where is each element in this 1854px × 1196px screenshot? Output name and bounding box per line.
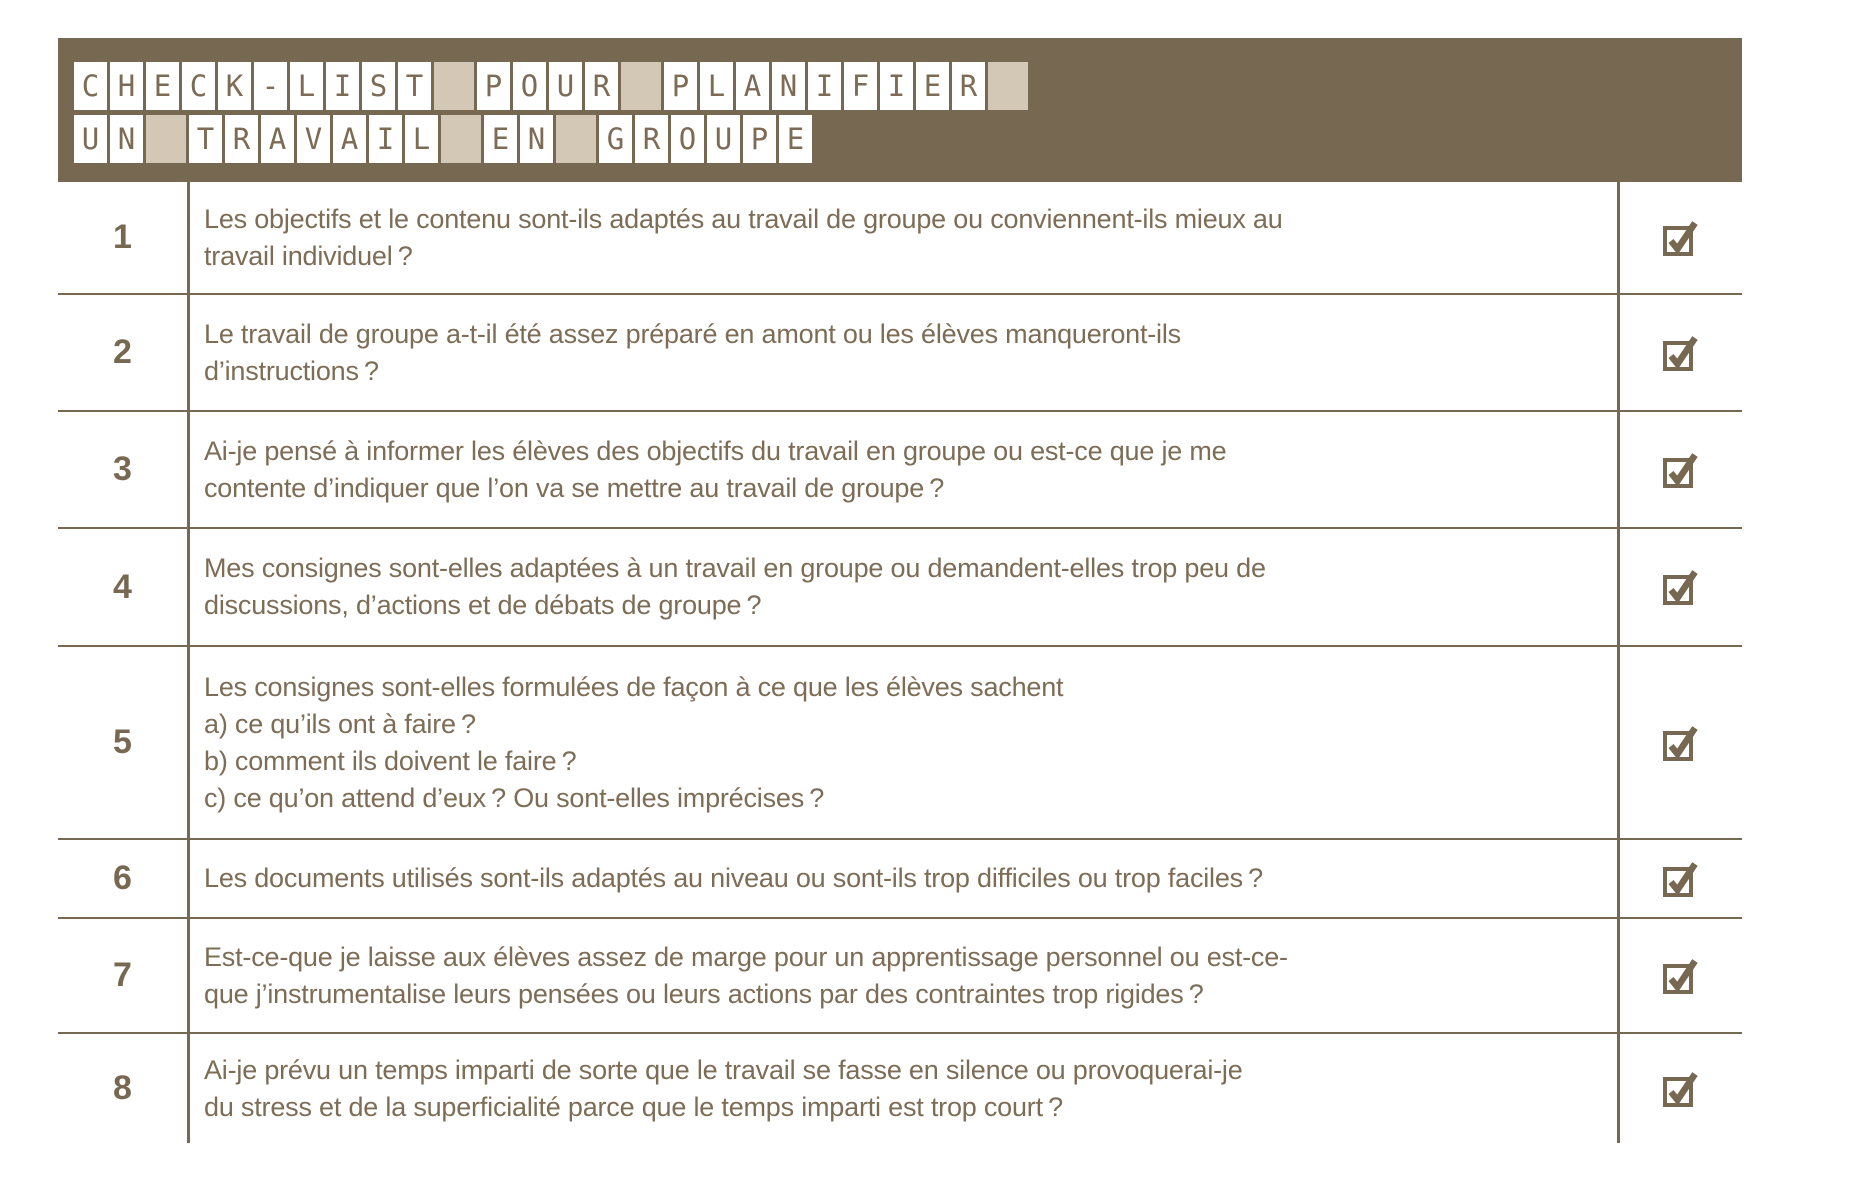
- number-column-divider: [187, 182, 190, 1143]
- letter-tile: L: [700, 62, 733, 110]
- letter-tile: H: [110, 62, 143, 110]
- question-text-line: Les consignes sont-elles formulées de façon à ce que les élèves sachent: [204, 671, 1064, 702]
- space-tile: [146, 115, 186, 163]
- question-text: [187, 1034, 1617, 1143]
- checked-checkbox-icon: [1661, 568, 1699, 606]
- table-row: [58, 1032, 1742, 1143]
- letter-tile: C: [182, 62, 215, 110]
- letter-tile: I: [326, 62, 359, 110]
- letter-tile: K: [218, 62, 251, 110]
- row-number: 8: [113, 1069, 132, 1107]
- letter-tile: F: [844, 62, 877, 110]
- letter-tile: T: [189, 115, 222, 163]
- letter-tile: R: [585, 62, 618, 110]
- row-number: 2: [113, 333, 132, 371]
- question-text: [187, 840, 1617, 917]
- question-text-line: d’instructions ?: [204, 355, 379, 386]
- letter-tile: A: [736, 62, 769, 110]
- question-text: [187, 647, 1617, 838]
- space-tile: [621, 62, 661, 110]
- checked-checkbox-icon: [1661, 451, 1699, 489]
- row-checkbox[interactable]: [1617, 919, 1742, 1032]
- row-checkbox[interactable]: [1617, 529, 1742, 645]
- table-row: [58, 917, 1742, 1032]
- space-tile: [988, 62, 1028, 110]
- letter-tile: A: [261, 115, 294, 163]
- row-checkbox[interactable]: [1617, 647, 1742, 838]
- question-text-line: discussions, d’actions et de débats de groupe ?: [204, 590, 762, 620]
- question-text-line: Le travail de groupe a-t-il été assez préparé en amont ou les élèves manqueront-ils: [204, 318, 1181, 349]
- letter-tile: N: [110, 115, 143, 163]
- title-tile-row: [74, 115, 1742, 163]
- letter-tile: P: [477, 62, 510, 110]
- question-text-line: Ai-je pensé à informer les élèves des objectifs du travail en groupe ou est-ce que je me: [204, 435, 1227, 466]
- letter-tile: L: [290, 62, 323, 110]
- question-text-line: Les objectifs et le contenu sont-ils adaptés au travail de groupe ou conviennent-ils mieux au: [204, 203, 1283, 234]
- question-text: [187, 295, 1617, 410]
- title-band: [58, 38, 1742, 182]
- tile-lines: [74, 62, 1742, 163]
- checked-checkbox-icon: [1661, 957, 1699, 995]
- title-tile-row: [74, 62, 1742, 110]
- table-row: [58, 838, 1742, 917]
- table-row: [58, 293, 1742, 410]
- question-text: [187, 412, 1617, 527]
- question-text-line: contente d’indiquer que l’on va se mettre au travail de groupe ?: [204, 472, 945, 503]
- letter-tile: U: [707, 115, 740, 163]
- checklist-table: [58, 182, 1742, 1143]
- row-number: 1: [113, 218, 132, 256]
- question-text-line: du stress et de la superficialité parce que le temps imparti est trop court ?: [204, 1091, 1063, 1122]
- row-checkbox[interactable]: [1617, 412, 1742, 527]
- question-text: [187, 529, 1617, 645]
- row-number: 7: [113, 956, 132, 994]
- letter-tile: E: [146, 62, 179, 110]
- letter-tile: R: [952, 62, 985, 110]
- letter-tile: E: [779, 115, 812, 163]
- letter-tile: T: [398, 62, 431, 110]
- letter-tile: O: [671, 115, 704, 163]
- question-text-line: Les documents utilisés sont-ils adaptés au niveau ou sont-ils trop difficiles ou trop faciles ?: [204, 863, 1263, 893]
- letter-tile: P: [743, 115, 776, 163]
- letter-tile: L: [405, 115, 438, 163]
- checkbox-column-divider: [1617, 182, 1620, 1143]
- question-text-line: Ai-je prévu un temps imparti de sorte que le travail se fasse en silence ou provoquerai-je: [204, 1054, 1243, 1085]
- letter-tile: G: [599, 115, 632, 163]
- space-tile: [434, 62, 474, 110]
- letter-tile: E: [916, 62, 949, 110]
- table-row: [58, 410, 1742, 527]
- letter-tile: V: [297, 115, 330, 163]
- letter-tile: E: [484, 115, 517, 163]
- space-tile: [556, 115, 596, 163]
- row-checkbox[interactable]: [1617, 1034, 1742, 1143]
- row-checkbox[interactable]: [1617, 295, 1742, 410]
- row-checkbox[interactable]: [1617, 182, 1742, 293]
- question-text-line: b) comment ils doivent le faire ?: [204, 745, 577, 776]
- checked-checkbox-icon: [1661, 334, 1699, 372]
- row-number: 6: [113, 859, 132, 897]
- question-text: [187, 919, 1617, 1032]
- letter-tile: I: [880, 62, 913, 110]
- checked-checkbox-icon: [1661, 860, 1699, 898]
- letter-tile: O: [513, 62, 546, 110]
- row-number: 5: [113, 723, 132, 761]
- letter-tile: R: [635, 115, 668, 163]
- letter-tile: N: [772, 62, 805, 110]
- question-text: [187, 182, 1617, 293]
- checked-checkbox-icon: [1661, 724, 1699, 762]
- question-text-line: travail individuel ?: [204, 240, 413, 271]
- checked-checkbox-icon: [1661, 1070, 1699, 1108]
- letter-tile: I: [369, 115, 402, 163]
- letter-tile: I: [808, 62, 841, 110]
- letter-tile: P: [664, 62, 697, 110]
- table-row: [58, 527, 1742, 645]
- table-row: [58, 645, 1742, 838]
- letter-tile: C: [74, 62, 107, 110]
- row-number: 3: [113, 450, 132, 488]
- row-checkbox[interactable]: [1617, 840, 1742, 917]
- question-text-line: a) ce qu’ils ont à faire ?: [204, 708, 476, 739]
- letter-tile: R: [225, 115, 258, 163]
- letter-tile: S: [362, 62, 395, 110]
- question-text-line: Mes consignes sont-elles adaptées à un travail en groupe ou demandent-elles trop peu de: [204, 553, 1266, 583]
- question-text-line: c) ce qu’on attend d’eux ? Ou sont-elles imprécises ?: [204, 782, 825, 813]
- letter-tile: U: [549, 62, 582, 110]
- letter-tile: U: [74, 115, 107, 163]
- table-row: [58, 182, 1742, 293]
- letter-tile: A: [333, 115, 366, 163]
- question-text-line: que j’instrumentalise leurs pensées ou leurs actions par des contraintes trop rigides ?: [204, 978, 1204, 1009]
- row-number: 4: [113, 567, 132, 606]
- letter-tile: N: [520, 115, 553, 163]
- question-text-line: Est-ce-que je laisse aux élèves assez de marge pour un apprentissage personnel ou est-ce-: [204, 941, 1288, 972]
- space-tile: [441, 115, 481, 163]
- checked-checkbox-icon: [1661, 219, 1699, 257]
- letter-tile: -: [254, 62, 287, 110]
